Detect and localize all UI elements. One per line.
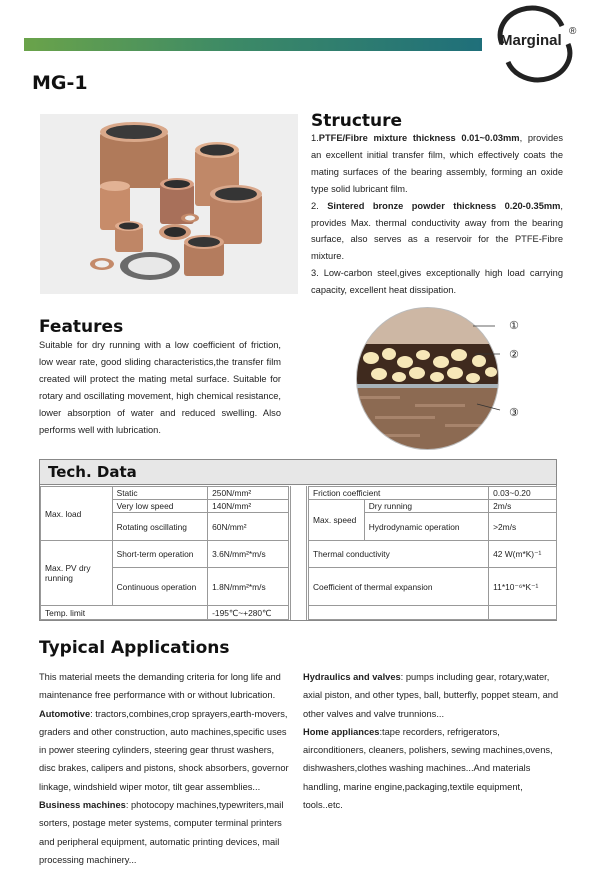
registered-mark: ® [569, 26, 577, 37]
max-pv-label: Max. PV dry running [41, 541, 113, 606]
applications-intro: This material meets the demanding criteria for long life and maintenance free performance with or without lubrication. [39, 672, 281, 701]
expansion-label: Coefficient of thermal expansion [309, 568, 489, 606]
hydraulics-label: Hydraulics and valves [303, 672, 401, 682]
static-label: Static [112, 487, 208, 500]
home-label: Home appliances [303, 726, 380, 737]
short-term-value: 3.6N/mm²*m/s [208, 541, 289, 568]
static-value: 250N/mm² [208, 487, 289, 500]
thrust-washer [120, 252, 180, 280]
bushing-large-left [100, 122, 168, 188]
product-photo [40, 114, 298, 294]
expansion-value: 11*10⁻⁶*K⁻¹ [489, 568, 557, 606]
applications-column-1 [39, 668, 289, 869]
structure-item-3-num: 3. [311, 268, 324, 279]
continuous-value: 1.8N/mm²*m/s [208, 568, 289, 606]
structure-item-2-bold: Sintered bronze powder thickness 0.20-0.35mm [327, 200, 561, 211]
tech-data-heading: Tech. Data [40, 460, 556, 485]
structure-item-2-num: 2. [311, 200, 328, 211]
structure-item-1-bold: PTFE/Fibre mixture thickness 0.01~0.03mm [318, 133, 520, 143]
table-divider [290, 486, 307, 620]
home-text: :tape recorders, refrigerators, airconditioners, cleaners, polishers, sewing machines,ovens, dishwashers,clothes washing machines...And materials handling, marine engine,packaging,textile equipment, tools..etc. [303, 726, 553, 811]
structure-item-1-text: , provides an excellent initial transfer film, which effectively coats the mating surfaces of the bearing assembly, forming an oxide type solid lubricant film. [311, 133, 563, 194]
tech-left-table [40, 486, 289, 620]
hydrodynamic-value: >2m/s [489, 513, 557, 541]
structure-item-1-num: 1. [311, 133, 319, 143]
rotating-label: Rotating oscillating [112, 513, 208, 541]
callout-3: ③ [509, 406, 519, 419]
features-heading: Features [39, 317, 124, 337]
rotating-value: 60N/mm² [208, 513, 289, 541]
structure-item-2-text: , provides Max. thermal conductivity away from the bearing surface, also serves as a reservoir for the PTFE-Fibre mixture. [311, 200, 563, 262]
automotive-label: Automotive [39, 708, 91, 719]
thermal-label: Thermal conductivity [309, 541, 489, 568]
tech-data-table [39, 459, 557, 621]
temp-limit-value: -195℃~+280℃ [208, 606, 289, 620]
structure-text [311, 130, 563, 299]
max-load-label: Max. load [41, 487, 113, 541]
very-low-speed-value: 140N/mm² [208, 500, 289, 513]
structure-heading: Structure [311, 111, 403, 131]
max-speed-label: Max. speed [309, 500, 365, 541]
brand-name: Marginal [500, 32, 562, 49]
header-bar [24, 38, 482, 51]
continuous-label: Continuous operation [112, 568, 208, 606]
structure-item-3-text: Low-carbon steel,gives exceptionally high load carrying capacity, excellent heat dissipation. [311, 268, 563, 296]
thermal-value: 42 W(m*K)⁻¹ [489, 541, 557, 568]
cross-section-micrograph [355, 306, 500, 451]
callout-2: ② [509, 348, 519, 361]
dry-running-value: 2m/s [489, 500, 557, 513]
hydraulics-text: : pumps including gear, rotary,water, axial piston, and other types, ball, butterfly, poppet steam, and other valves and valve trunnions... [303, 672, 559, 719]
hydrodynamic-label: Hydrodynamic operation [364, 513, 488, 541]
callout-1: ① [509, 319, 519, 332]
automotive-text: : tractors,combines,crop sprayers,earth-movers, graders and other construction, auto machines,specific uses in power steering cylinders, steering gear thrust washers, disc brakes, calipers and pistons, shock absorbers, governor linkage, windshield wiper motor, tilt gear assemblies... [39, 708, 289, 792]
empty-cell [489, 606, 557, 620]
dry-running-label: Dry running [364, 500, 488, 513]
tech-right-table [308, 486, 557, 620]
friction-label: Friction coefficient [309, 487, 489, 500]
short-term-label: Short-term operation [112, 541, 208, 568]
very-low-speed-label: Very low speed [112, 500, 208, 513]
applications-heading: Typical Applications [39, 638, 230, 658]
friction-value: 0.03~0.20 [489, 487, 557, 500]
model-title: MG-1 [32, 72, 88, 94]
business-label: Business machines [39, 800, 126, 811]
empty-cell [309, 606, 489, 620]
applications-column-2 [303, 668, 565, 814]
business-text: : photocopy machines,typewriters,mail sorters, postage meter systems, computer terminal printers and peripheral equipment, automatic printing devices, mail processing machinery... [39, 800, 284, 865]
temp-limit-label: Temp. limit [41, 606, 208, 620]
features-text: Suitable for dry running with a low coefficient of friction, low wear rate, good sliding characteristics,the transfer film created will protect the mating metal surface. Suitable for rotary and oscillating movement, high chemical resistance, lower absorption of water and reduced swelling. Also performs well with lubrication. [39, 340, 281, 435]
